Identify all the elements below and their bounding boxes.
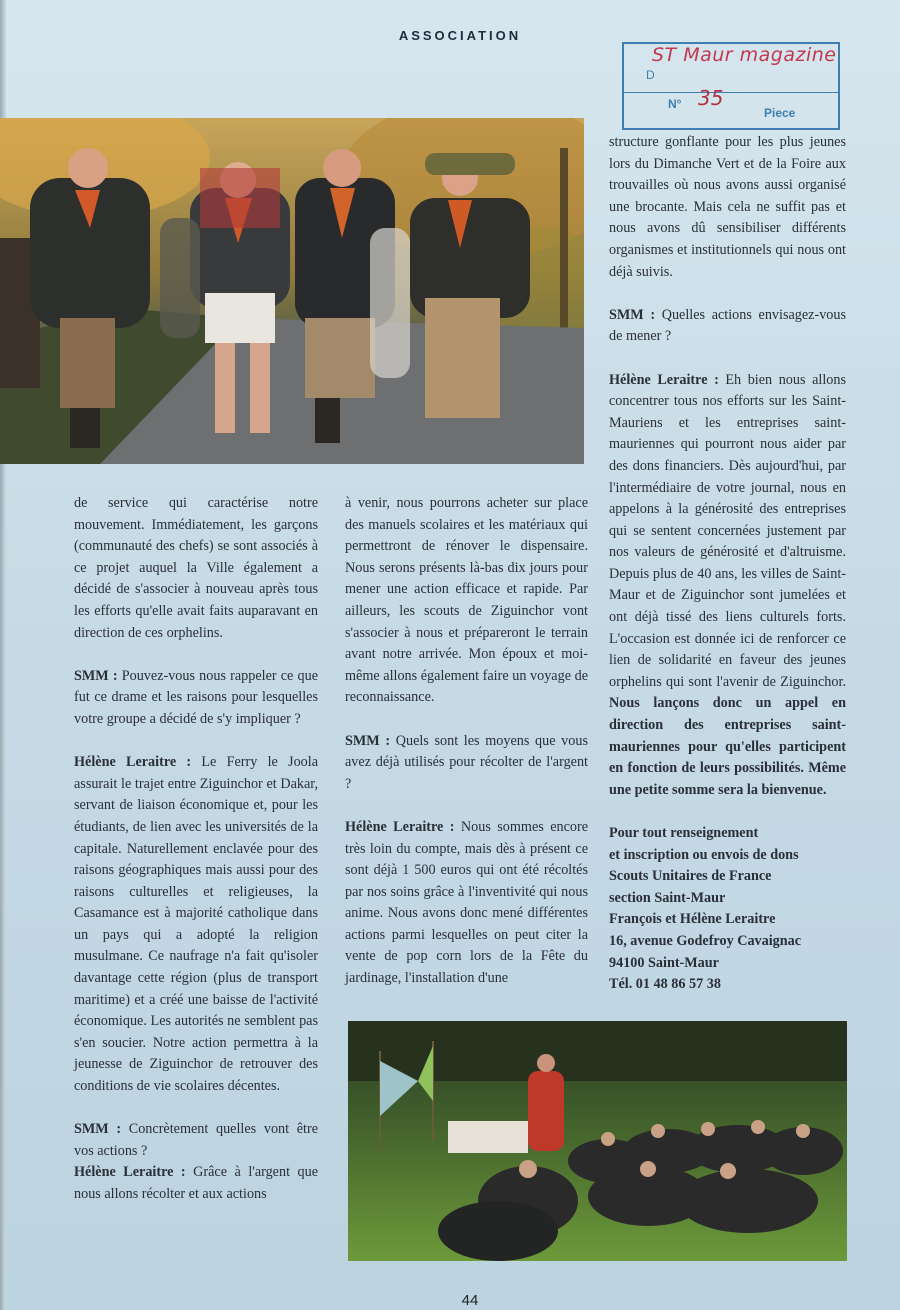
- scouts-walking-photo: [0, 118, 584, 464]
- paragraph: à venir, nous pourrons acheter sur place des manuels scolaires et les matériaux qui permettront de rénover le dispensaire. Nous serons présents là-bas dix jours pour mener une action efficace et rapide. Par ailleurs, les scouts de Ziguinchor vont s'associer à nous et prépareront le terrain avant notre arrivée. Mon époux et moi-même allons également faire un voyage de reconnaissance.: [345, 495, 588, 706]
- stamp-d-label: D: [646, 68, 655, 82]
- speaker-label: Hélène Leraitre :: [345, 818, 455, 835]
- contact-line: 16, avenue Godefroy Cavaignac: [609, 932, 802, 949]
- question-text: Pouvez-vous nous rappeler ce que fut ce drame et les raisons pour lesquelles votre groupe a décidé de s'y impliquer ?: [74, 667, 318, 727]
- article-column-3: [609, 132, 846, 996]
- contact-line: François et Hélène Leraitre: [609, 911, 776, 928]
- contact-line: section Saint-Maur: [609, 889, 726, 906]
- answer-paragraph: [74, 752, 318, 1098]
- page-number: 44: [461, 1292, 479, 1309]
- stamp-piece-label: Piece: [764, 106, 796, 120]
- speaker-label: SMM :: [74, 1121, 122, 1138]
- speaker-label: SMM :: [345, 732, 391, 749]
- contact-info: [609, 823, 846, 996]
- answer-paragraph: [345, 817, 588, 990]
- reception-stamp: [622, 42, 840, 130]
- outdoor-mass-photo: [348, 1021, 847, 1261]
- appeal-text: Nous lançons donc un appel en direction des entreprises saint-mauriennes pour qu'elles participent en fonction de leurs possibilités. Même une petite somme sera la bienvenue.: [609, 695, 846, 798]
- question-paragraph: [74, 666, 318, 731]
- question-text: Quelles actions envisagez-vous de mener ?: [609, 306, 847, 345]
- stamp-number: 35: [698, 86, 724, 110]
- answer-text: Le Ferry le Joola assurait le trajet entre Ziguinchor et Dakar, servant de liaison économique et, pour les étudiants, de lien avec les universités de la capitale. Naturellement enclavée pour des raisons géographiques mais aussi pour des raisons culturelles et religieuses, la Casamance est à majorité catholique dans un pays qui a adopté la religion musulmane. Ce naufrage n'a fait qu'isoler davantage cette région (plus de transport maritime) et a créé une baisse de l'activité économique. Les autorités ne semblent pas s'en soucier. Notre action permettra à la jeunesse de Ziguinchor de retrouver des conditions de vie scolaires décentes.: [74, 754, 318, 1095]
- article-column-2: [345, 493, 588, 1011]
- stamp-divider: [624, 92, 838, 93]
- question-paragraph: [609, 305, 846, 348]
- stamp-number-label: N°: [668, 97, 682, 111]
- stamp-handwriting: ST Maur magazine: [652, 44, 837, 66]
- question-paragraph: [74, 1119, 318, 1162]
- contact-line: Tél. 01 48 86 57 38: [609, 976, 721, 993]
- paragraph: structure gonflante pour les plus jeunes lors du Dimanche Vert et de la Foire aux trouvailles où nous avons aussi organisé une brocante. Mais cela ne suffit pas et nous avons dû sensibiliser différents organismes et institutionnels qui nous ont déjà suivis.: [609, 134, 846, 280]
- speaker-label: Hélène Leraitre :: [609, 371, 719, 388]
- answer-text: Nous sommes encore très loin du compte, mais dès à présent ce sont déjà 1 500 euros qui ont été récoltés par nos soins grâce à l'inventivité qui nous anime. Nous avons donc mené différentes actions parmi lesquelles on peut citer la vente de pop corn lors de la Fête du jardinage, l'installation d'une: [345, 818, 589, 987]
- article-column-1: [74, 493, 318, 1227]
- speaker-label: SMM :: [609, 306, 656, 323]
- speaker-label: SMM :: [74, 667, 118, 684]
- paragraph: de service qui caractérise notre mouvement. Immédiatement, les garçons (communauté des chefs) se sont associés à ce projet auquel la Ville également a décidé de s'associer à nouveau après tous les efforts qu'elle avait faits auparavant en direction de ces orphelins.: [74, 495, 318, 641]
- question-paragraph: [345, 731, 588, 796]
- contact-line: Pour tout renseignement: [609, 825, 759, 841]
- contact-line: 94100 Saint-Maur: [609, 954, 719, 971]
- question-text: Quels sont les moyens que vous avez déjà utilisés pour récolter de l'argent ?: [345, 732, 588, 792]
- speaker-label: Hélène Leraitre :: [74, 754, 192, 771]
- answer-paragraph: [609, 370, 846, 802]
- answer-text: Grâce à l'argent que nous allons récolter et aux actions: [74, 1164, 318, 1202]
- section-header: ASSOCIATION: [398, 28, 522, 43]
- contact-line: et inscription ou envois de dons: [609, 846, 799, 863]
- answer-text: Eh bien nous allons concentrer tous nos efforts sur les Saint-Mauriens et les entreprises saint-mauriennes qui pourront nous aider par des dons financiers. Dès aujourd'hui, par l'intermédiaire de votre journal, nous en appelons à la générosité des entreprises qui se sentent concernées justement par nos valeurs de générosité et d'altruisme. Depuis plus de 40 ans, les villes de Saint-Maur et de Ziguinchor sont jumelées et ont déjà tissé des liens culturels forts. L'occasion est donnée ici de renforcer ce lien de solidarité en faveur des jeunes orphelins qui sont l'avenir de Ziguinchor.: [609, 371, 846, 690]
- question-text: Concrètement quelles vont être vos actions ?: [74, 1121, 318, 1159]
- contact-line: Scouts Unitaires de France: [609, 868, 772, 885]
- answer-paragraph: [74, 1162, 318, 1205]
- speaker-label: Hélène Leraitre :: [74, 1164, 186, 1181]
